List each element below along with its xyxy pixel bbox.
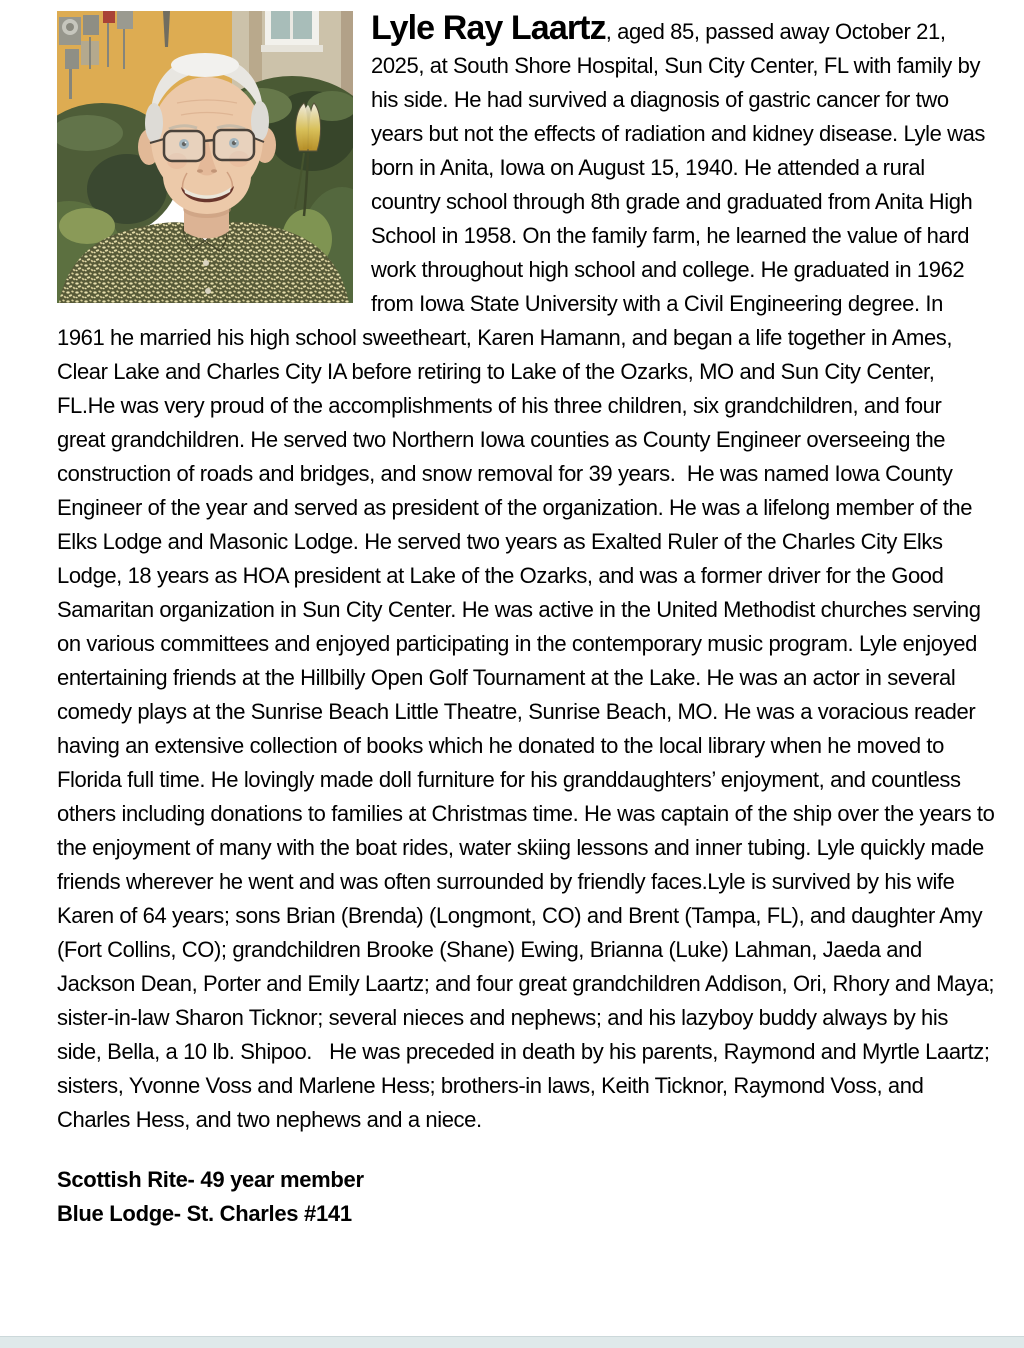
obituary-body-text: , aged 85, passed away October 21, 2025, at South Shore Hospital, Sun City Center, FL with family by his side. He had survived a diagnosis of gastric cancer for two years but not the effects of radiation and kidney disease. Lyle was born in Anita, Iowa on August 15, 1940. He attended a rural country school through 8th grade and graduated from Anita High School in 1958. On the family farm, he learned the value of hard work throughout high school and college. He graduated in 1962 from Iowa State University with a Civil Engineering degree. In 1961 he married his high school sweetheart, Karen Hamann, and began a life together in Ames, Clear Lake and Charles City IA before retiring to Lake of the Ozarks, MO and Sun City Center, FL.He was very proud of the accomplishments of his three children, six grandchildren, and four great grandchildren. He served two Northern Iowa counties as County Engineer overseeing the construction of roads and bridges, and snow removal for 39 years. He was named Iowa County Engineer of the year and served as president of the organization. He was a lifelong member of the Elks Lodge and Masonic Lodge. He served two years as Exalted Ruler of the Charles City Elks Lodge, 18 years as HOA president at Lake of the Ozarks, and was a former driver for the Good Samaritan organization in Sun City Center. He was active in the United Methodist churches serving on various committees and enjoyed participating in the contemporary music program. Lyle enjoyed entertaining friends at the Hillbilly Open Golf Tournament at the Lake. He was an actor in several comedy plays at the Sunrise Beach Little Theatre, Sunrise Beach, MO. He was a voracious reader having an extensive collection of books which he donated to the local library when he moved to Florida full time. He lovingly made doll furniture for his granddaughters’ enjoyment, and countless others including donations to families at Christmas time. He was captain of the ship over the years to the enjoyment of many with the boat rides, water skiing lessons and inner tubing. Lyle quickly made friends wherever he went and was often surrounded by friendly faces.Lyle is survived by his wife Karen of 64 years; sons Brian (Brenda) (Longmont, CO) and Brent (Tampa, FL), and daughter Amy (Fort Collins, CO); grandchildren Brooke (Shane) Ewing, Brianna (Luke) Lahman, Jaeda and Jackson Dean, Porter and Emily Laartz; and four great grandchildren Addison, Ori, Rhory and Maya; sister-in-law Sharon Ticknor; several nieces and nephews; and his lazyboy buddy always by his side, Bella, a 10 lb. Shipoo. He was preceded in death by his parents, Raymond and Myrtle Laartz; sisters, Yvonne Voss and Marlene Hess; brothers-in laws, Keith Ticknor, Raymond Voss, and Charles Hess, and two nephews and a niece. xyxy=(57,19,1001,1132)
obituary-content xyxy=(57,9,1001,1231)
bottom-panel-edge xyxy=(0,1336,1024,1348)
portrait-photo-image xyxy=(57,11,353,303)
memberships xyxy=(57,1163,995,1231)
photo-window xyxy=(261,11,323,52)
portrait-photo xyxy=(57,11,353,303)
deceased-name: Lyle Ray Laartz xyxy=(371,9,606,47)
membership-scottish-rite: Scottish Rite- 49 year member xyxy=(57,1167,364,1192)
membership-blue-lodge: Blue Lodge- St. Charles #141 xyxy=(57,1201,352,1226)
